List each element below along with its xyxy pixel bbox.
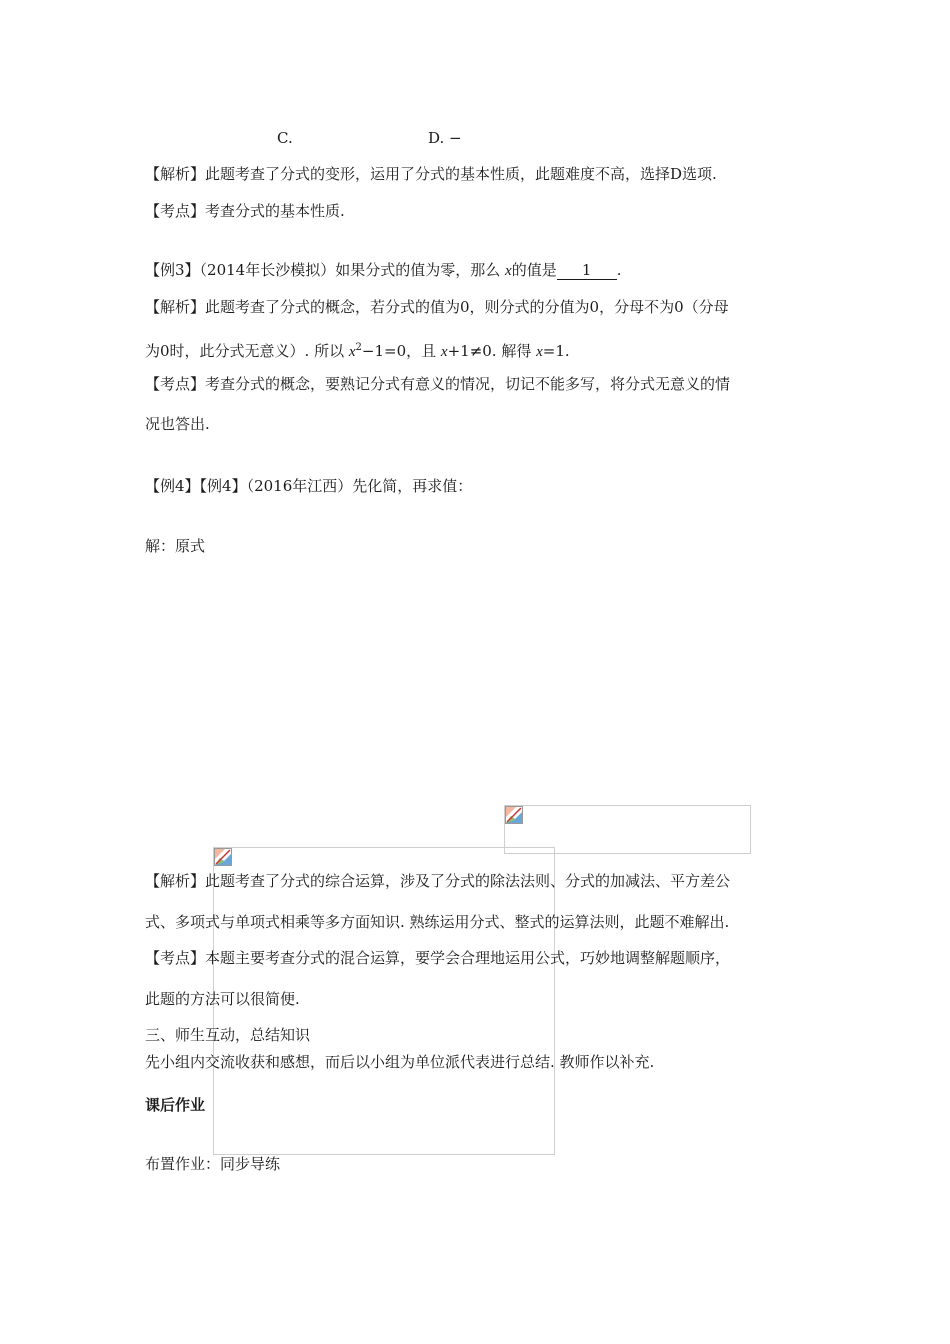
broken-image-icon (214, 848, 232, 866)
ex3-var-x2: x (440, 344, 448, 360)
ex3-analysis-line1: 【解析】此题考查了分式的概念，若分式的值为0，则分式的分值为0，分母不为0（分母 (145, 298, 729, 316)
ex3-question-var: x (505, 263, 512, 279)
ex2-analysis: 【解析】此题考查了分式的变形，运用了分式的基本性质，此题难度不高，选择D选项. (145, 165, 717, 183)
ex3-question (145, 260, 621, 281)
option-d: D. − (428, 129, 462, 147)
ex3-var-x3: x (536, 344, 543, 360)
ex3-point-line1: 【考点】考查分式的概念，要熟记分式有意义的情况，切记不能多写，将分式无意义的情 (145, 375, 731, 393)
section3-title: 三、师生互动，总结知识 (145, 1026, 311, 1044)
ex3-analysis-text-c: +1≠0. 解得 (447, 342, 537, 360)
ex4-question: 【例4】【例4】（2016年江西）先化简，再求值： (145, 477, 473, 495)
ex3-analysis-text-a: 为0时，此分式无意义）. 所以 (145, 342, 349, 360)
section3-body: 先小组内交流收获和感想，而后以小组为单位派代表进行总结. 教师作以补充. (145, 1053, 655, 1071)
ex4-point-line1: 【考点】本题主要考查分式的混合运算，要学会合理地运用公式，巧妙地调整解题顺序， (145, 949, 731, 967)
ex3-question-end: . (616, 261, 622, 279)
broken-image-icon (505, 806, 523, 824)
ex3-analysis-text-d: =1. (542, 342, 570, 360)
homework-body: 布置作业：同步导练 (145, 1155, 281, 1173)
ex3-sup: 2 (355, 342, 362, 353)
ex3-analysis-line2 (145, 338, 570, 362)
ex4-analysis-line2: 式、多项式与单项式相乘等多方面知识. 熟练运用分式、整式的运算法则，此题不难解出. (145, 913, 730, 931)
ex4-point-line2: 此题的方法可以很简便. (145, 990, 300, 1008)
ex3-question-pre: 【例3】（2014年长沙模拟）如果分式的值为零，那么 (145, 261, 501, 279)
ex3-question-mid: 的值是 (511, 261, 557, 279)
option-c: C. (277, 129, 293, 147)
ex4-analysis-line1: 【解析】此题考查了分式的综合运算，涉及了分式的除法法则、分式的加减法、平方差公 (145, 872, 731, 890)
ex4-solution-label: 解：原式 (145, 537, 206, 555)
ex3-var-x1: x (348, 344, 356, 360)
ex2-point: 【考点】考查分式的基本性质. (145, 202, 345, 220)
ex3-answer-blank: 1 (557, 262, 617, 280)
ex3-analysis-text-b: −1=0，且 (361, 342, 441, 360)
ex3-point-line2: 况也答出. (145, 415, 210, 433)
homework-title: 课后作业 (145, 1096, 206, 1114)
